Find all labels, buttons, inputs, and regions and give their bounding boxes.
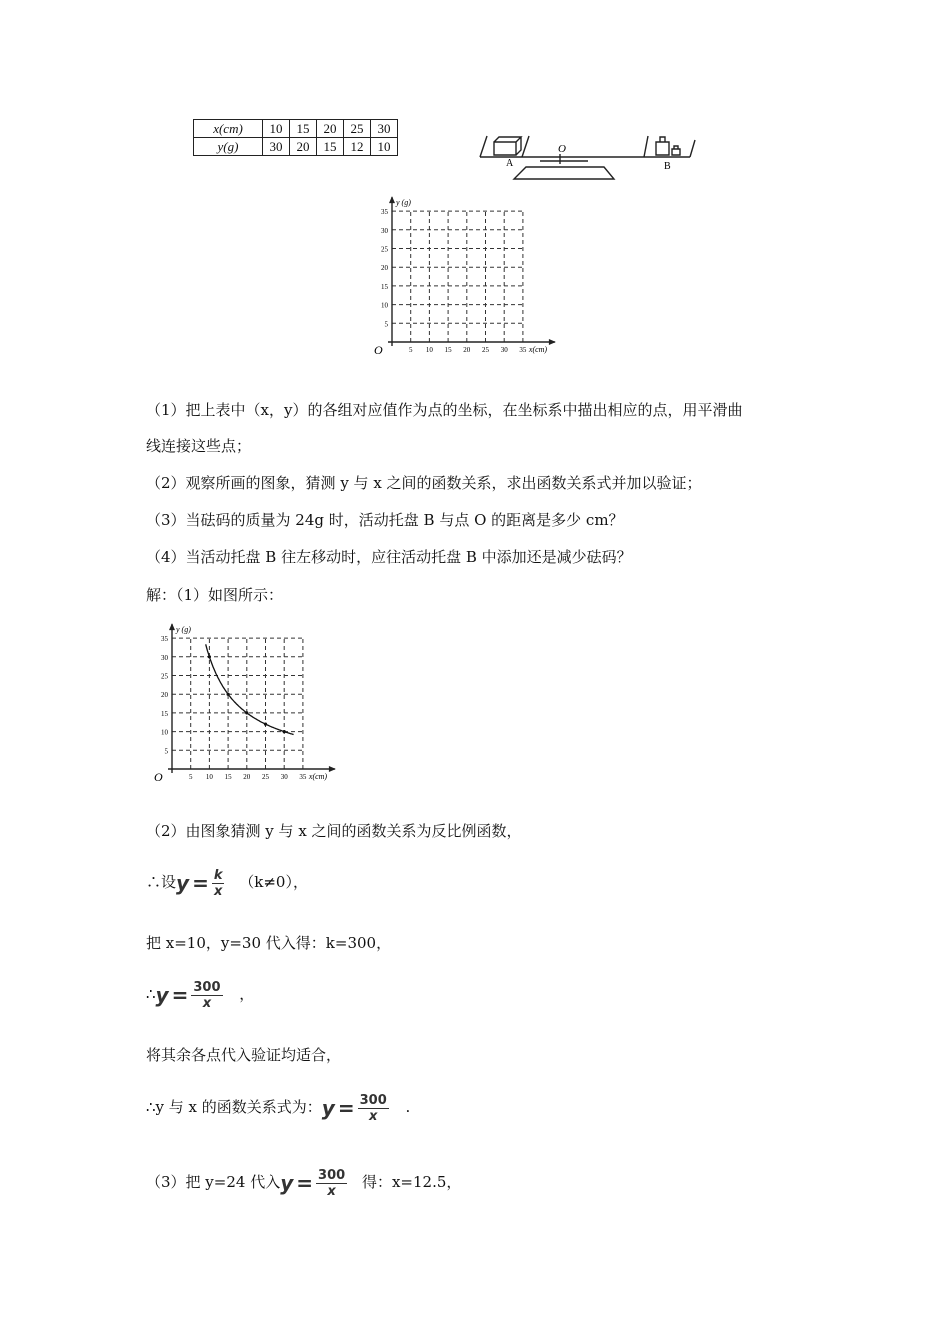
- table-row: [194, 120, 398, 138]
- fraction-denominator: x: [213, 883, 223, 899]
- table-cell: 20: [317, 120, 344, 138]
- x-axis-arrow-icon: [549, 339, 556, 345]
- table-cell: 10: [371, 138, 398, 156]
- relation-prefix: ∴y 与 x 的函数关系式为：: [146, 1098, 322, 1116]
- set-suffix: （k≠0），: [239, 873, 308, 891]
- step-3-suffix: 得：x=12.5，: [361, 1173, 462, 1191]
- fraction-denominator: x: [327, 1183, 336, 1199]
- x-tick-label: 25: [262, 773, 269, 781]
- weights-icon: [656, 137, 680, 155]
- y-tick-label: 5: [164, 747, 168, 756]
- data-point: [227, 693, 230, 696]
- table-cell: 12: [344, 138, 371, 156]
- y-tick-label: 20: [161, 691, 168, 700]
- table-cell: 30: [371, 120, 398, 138]
- result-prefix: ∴: [146, 985, 156, 1003]
- solution-step-2: （2）由图象猜测 y 与 x 之间的函数关系为反比例函数，: [146, 822, 522, 840]
- question-2: （2）观察所画的图象，猜测 y 与 x 之间的函数关系，求出函数关系式并加以验证；: [146, 474, 702, 492]
- x-tick-label: 35: [299, 773, 307, 781]
- formula-equals: =: [296, 1171, 314, 1195]
- solution-coordinate-grid: [142, 617, 347, 795]
- x-tick-label: 5: [188, 773, 193, 781]
- label-a: A: [506, 158, 514, 169]
- y-tick-label: 15: [161, 709, 168, 718]
- x-tick-label: 20: [243, 773, 251, 781]
- label-o: O: [558, 143, 566, 155]
- fraction-300-over-x: [191, 980, 222, 1011]
- result-suffix: ，: [239, 985, 255, 1003]
- fraction-numerator: 300: [193, 979, 221, 995]
- fraction-numerator: k: [213, 867, 223, 883]
- y-tick-label: 25: [161, 672, 168, 681]
- question-4: （4）当活动托盘 B 往左移动时，应往活动托盘 B 中添加还是减少砝码？: [146, 548, 632, 566]
- solution-result-line: [146, 974, 254, 1015]
- solution-relation-line: [146, 1087, 410, 1128]
- fraction-denominator: x: [202, 995, 212, 1011]
- x-tick-label: 35: [519, 346, 527, 354]
- question-1-line-2: 线连接这些点；: [146, 437, 252, 455]
- formula-y: y: [155, 983, 169, 1007]
- x-tick-label: 10: [205, 773, 213, 781]
- table-cell: 30: [263, 138, 290, 156]
- y-axis-arrow-icon: [169, 623, 175, 630]
- y-axis-label: y (g): [176, 625, 191, 635]
- x-tick-label: 5: [408, 346, 413, 354]
- formula-equals: =: [192, 871, 209, 895]
- balance-illustration: [476, 124, 702, 186]
- table-cell: 20: [290, 138, 317, 156]
- origin-label: O: [374, 343, 383, 357]
- fraction-numerator: 300: [359, 1092, 387, 1108]
- y-tick-label: 5: [384, 320, 388, 329]
- x-axis-label: x(cm): [528, 345, 548, 354]
- y-tick-label: 30: [381, 226, 388, 235]
- data-point: [283, 730, 286, 733]
- data-table: [193, 119, 398, 156]
- y-tick-label: 15: [381, 282, 388, 291]
- solution-set-line: [146, 862, 308, 903]
- y-tick-label: 25: [381, 245, 388, 254]
- formula-y: y: [321, 1096, 335, 1120]
- x-tick-label: 25: [482, 346, 489, 354]
- x-axis-arrow-icon: [329, 766, 336, 772]
- table-cell: 25: [344, 120, 371, 138]
- y-tick-label: 35: [161, 635, 168, 644]
- y-axis-label: y (g): [396, 198, 411, 208]
- formula-equals: =: [337, 1096, 355, 1120]
- solution-substitute: 把 x=10，y=30 代入得：k=300，: [146, 934, 392, 952]
- balance-base: [514, 167, 614, 179]
- set-prefix: ∴设: [146, 873, 177, 891]
- label-b: B: [664, 161, 671, 172]
- question-1-line-1: （1）把上表中（x，y）的各组对应值作为点的坐标，在坐标系中描出相应的点，用平滑曲: [146, 401, 743, 419]
- blank-coordinate-grid: [362, 190, 567, 368]
- y-tick-label: 10: [161, 728, 168, 737]
- table-cell: 10: [263, 120, 290, 138]
- x-tick-label: 10: [425, 346, 433, 354]
- y-axis-arrow-icon: [389, 196, 395, 203]
- y-tick-label: 10: [381, 301, 388, 310]
- fraction-300-over-x: [358, 1093, 389, 1124]
- weight-box-icon: [494, 137, 521, 155]
- y-tick-label: 20: [381, 264, 388, 273]
- step-3-prefix: （3）把 y=24 代入: [146, 1173, 281, 1191]
- data-point: [264, 723, 267, 726]
- solution-step-3-line: [146, 1162, 461, 1203]
- x-tick-label: 30: [280, 773, 288, 781]
- table-header-x: x(cm): [194, 120, 263, 138]
- fraction-numerator: 300: [318, 1167, 346, 1183]
- data-point: [208, 655, 211, 658]
- x-tick-label: 30: [500, 346, 508, 354]
- origin-label: O: [154, 770, 163, 784]
- fraction-300-over-x: [316, 1168, 347, 1199]
- x-tick-label: 20: [463, 346, 471, 354]
- curve-series-line: [206, 644, 294, 734]
- solution-intro: 解：（1）如图所示：: [146, 586, 284, 604]
- formula-y: y: [280, 1171, 294, 1195]
- relation-suffix: .: [405, 1098, 411, 1116]
- data-point: [245, 711, 248, 714]
- x-tick-label: 15: [224, 773, 232, 781]
- x-axis-label: x(cm): [308, 772, 328, 781]
- question-3: （3）当砝码的质量为 24g 时，活动托盘 B 与点 O 的距离是多少 cm？: [146, 511, 624, 529]
- formula-y: y: [176, 871, 190, 895]
- y-tick-label: 35: [381, 208, 388, 217]
- formula-equals: =: [171, 983, 189, 1007]
- y-tick-label: 30: [161, 653, 168, 662]
- x-tick-label: 15: [444, 346, 452, 354]
- fraction-k-over-x: [212, 868, 225, 899]
- solution-verify: 将其余各点代入验证均适合，: [146, 1046, 342, 1064]
- fraction-denominator: x: [368, 1108, 378, 1124]
- table-header-y: y(g): [194, 138, 263, 156]
- table-row: [194, 138, 398, 156]
- table-cell: 15: [290, 120, 317, 138]
- table-cell: 15: [317, 138, 344, 156]
